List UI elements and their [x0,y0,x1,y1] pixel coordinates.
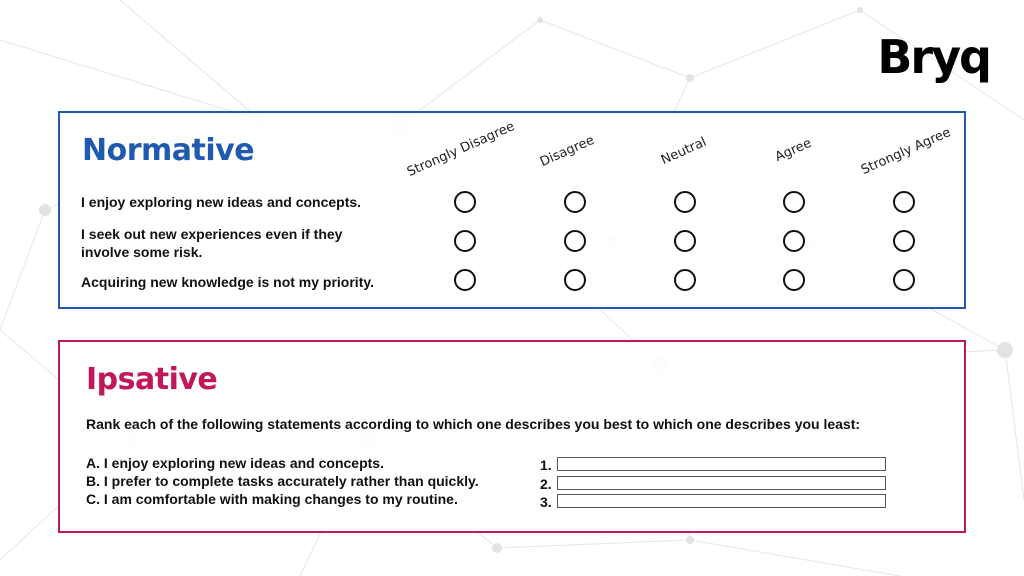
normative-statement-3: Acquiring new knowledge is not my priority. [81,274,374,290]
scale-label-strongly-disagree: Strongly Disagree [404,119,517,180]
rank-number-1: 1. [540,457,552,473]
radio-statement1-agree-icon[interactable] [783,191,805,213]
ipsative-option-b: B. I prefer to complete tasks accurately rather than quickly. [86,473,479,489]
radio-statement2-neutral-icon[interactable] [674,230,696,252]
scale-label-agree: Agree [772,135,814,165]
scale-label-strongly-agree: Strongly Agree [858,125,954,178]
radio-statement3-disagree-icon[interactable] [564,269,586,291]
radio-statement3-strongly-disagree-icon[interactable] [454,269,476,291]
rank-input-3[interactable] [557,494,886,508]
normative-section [58,111,966,309]
scale-label-neutral: Neutral [658,134,709,168]
ipsative-option-c: C. I am comfortable with making changes to my routine. [86,491,458,507]
rank-input-2[interactable] [557,476,886,490]
radio-statement2-strongly-agree-icon[interactable] [893,230,915,252]
radio-statement2-strongly-disagree-icon[interactable] [454,230,476,252]
radio-statement3-strongly-agree-icon[interactable] [893,269,915,291]
rank-number-2: 2. [540,476,552,492]
normative-statement-2: I seek out new experiences even if they involve some risk. [81,226,343,260]
radio-statement2-disagree-icon[interactable] [564,230,586,252]
normative-title: Normative [82,133,255,168]
normative-statement-1: I enjoy exploring new ideas and concepts. [81,194,362,210]
scale-label-disagree: Disagree [537,132,597,170]
rank-number-3: 3. [540,494,552,510]
radio-statement3-neutral-icon[interactable] [674,269,696,291]
ipsative-section [58,340,966,533]
ipsative-instruction: Rank each of the following statements according to which one describes you best to which one describes you least: [86,416,861,432]
radio-statement3-agree-icon[interactable] [783,269,805,291]
rank-input-1[interactable] [557,457,886,471]
ipsative-title: Ipsative [86,362,218,397]
radio-statement1-neutral-icon[interactable] [674,191,696,213]
radio-statement1-disagree-icon[interactable] [564,191,586,213]
bryq-logo: Bryq [877,30,990,84]
radio-statement1-strongly-disagree-icon[interactable] [454,191,476,213]
radio-statement2-agree-icon[interactable] [783,230,805,252]
radio-statement1-strongly-agree-icon[interactable] [893,191,915,213]
ipsative-option-a: A. I enjoy exploring new ideas and concepts. [86,455,384,471]
